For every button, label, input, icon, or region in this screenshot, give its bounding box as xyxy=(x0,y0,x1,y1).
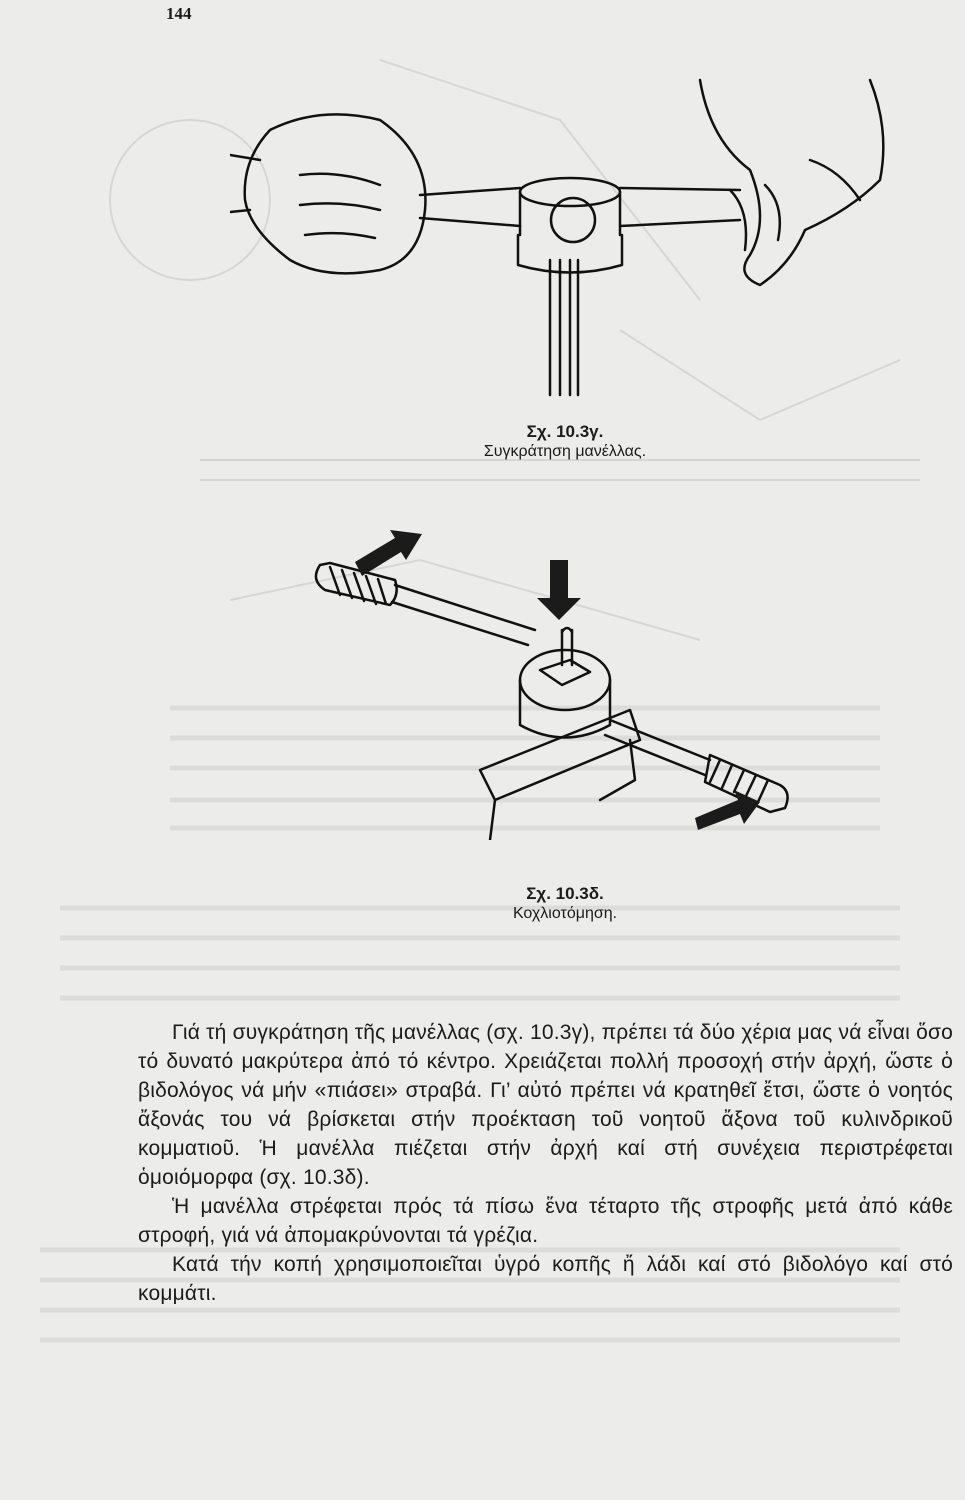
die-stock-grip-illustration xyxy=(230,60,910,405)
figure-die-stock-grip xyxy=(230,60,910,405)
paragraph: Κατά τήν κοπή χρησιμοποιεῖται ὑγρό κοπῆς ἤ λάδι καί στό βιδολόγο καί στό κομμάτι. xyxy=(138,1253,953,1305)
paragraph: Ἡ μανέλλα στρέφεται πρός τά πίσω ἕνα τέταρτο τῆς στροφῆς μετά ἀπό κάθε στροφή, γιά νά ἀπομακρύνονται τά γρέζια. xyxy=(138,1195,953,1247)
figure-caption-10-3d xyxy=(450,884,680,924)
figure-threading xyxy=(300,520,820,840)
figure-label: Σχ. 10.3γ. xyxy=(526,422,604,441)
threading-illustration xyxy=(300,520,820,840)
figure-caption-10-3g xyxy=(440,422,690,462)
figure-caption-text: Κοχλιοτόμηση. xyxy=(512,905,618,922)
figure-caption-text: Συγκράτηση μανέλλας. xyxy=(483,443,647,460)
figure-label: Σχ. 10.3δ. xyxy=(526,884,604,903)
paragraph: Γιά τή συγκράτηση τῆς μανέλλας (σχ. 10.3γ), πρέπει τά δύο χέρια μας νά εἶναι ὅσο τό δυνατό μακρύτερα ἀπό τό κέντρο. Χρειάζεται πολλή προσοχή στήν ἀρχή, ὥστε ὁ βιδολόγος νά μήν «πιάσει» στραβά. Γι’ αὐτό πρέπει νά κρατηθεῖ ἔτσι, ὥστε ὁ νοητός ἄξονάς του νά βρίσκεται στήν προέκταση τοῦ νοητοῦ ἄξονα τοῦ κυλινδρικοῦ κομματιοῦ. Ἡ μανέλλα πιέζεται στήν ἀρχή καί στή συνέχεια περιστρέφεται ὁμοιόμορφα (σχ. 10.3δ). xyxy=(138,1021,953,1189)
page-number: 144 xyxy=(166,4,192,23)
body-text xyxy=(138,1018,953,1308)
